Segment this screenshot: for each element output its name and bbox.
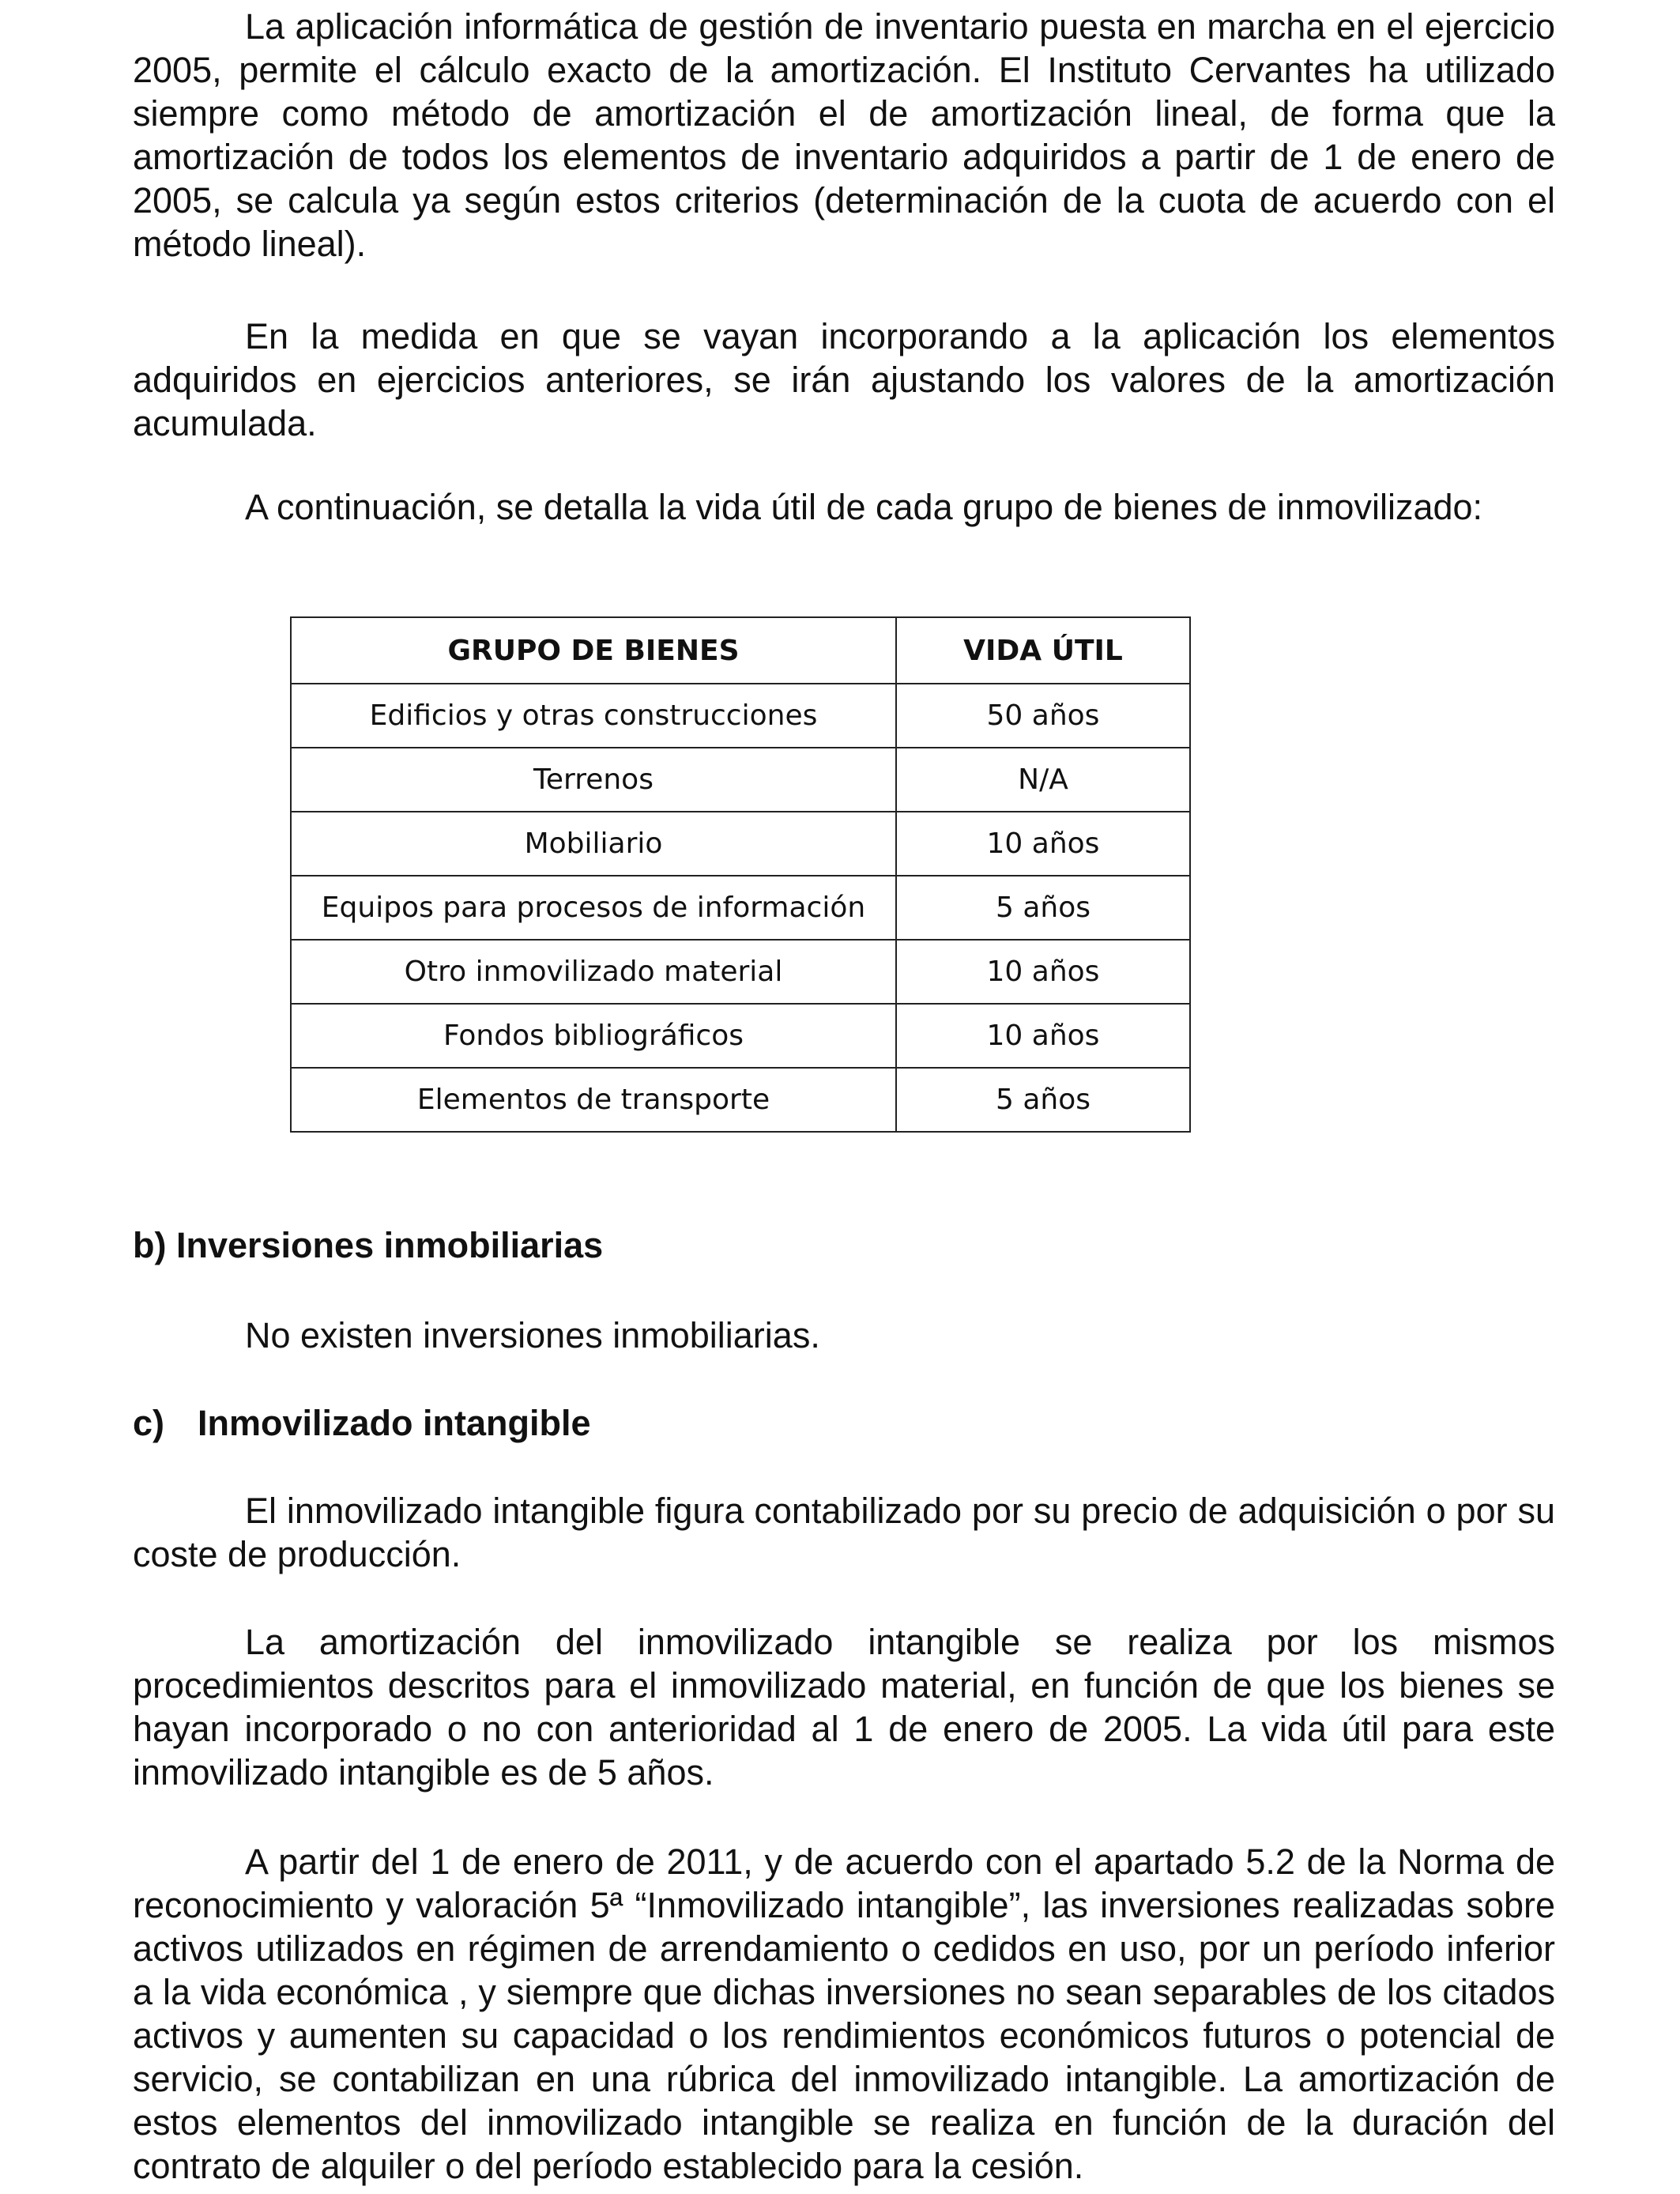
column-header-vida-util: VIDA ÚTIL <box>896 617 1190 684</box>
table-cell-vida-util: 5 años <box>896 876 1190 940</box>
table-row <box>291 1068 1190 1132</box>
table-row <box>291 1004 1190 1068</box>
table-cell-grupo: Fondos bibliográficos <box>291 1004 896 1068</box>
table-cell-vida-util: 5 años <box>896 1068 1190 1132</box>
section-b-text: No existen inversiones inmobiliarias. <box>245 1315 820 1355</box>
column-header-grupo: GRUPO DE BIENES <box>291 617 896 684</box>
table-row <box>291 876 1190 940</box>
paragraph-ejercicios-anteriores: En la medida en que se vayan incorporando a la aplicación los elementos adquiridos en ejercicios anteriores, se irán ajustando los valores de la amortización acumulada. <box>133 316 1555 443</box>
table-header-row <box>291 617 1190 684</box>
section-c-heading <box>133 1401 591 1445</box>
vida-util-table <box>290 616 1191 1133</box>
table-cell-grupo: Otro inmovilizado material <box>291 940 896 1004</box>
table-cell-grupo: Mobiliario <box>291 812 896 876</box>
table-cell-grupo: Equipos para procesos de información <box>291 876 896 940</box>
section-c-title: Inmovilizado intangible <box>198 1403 591 1443</box>
table-cell-vida-util: 50 años <box>896 684 1190 748</box>
paragraph-amortizacion-intangible: La amortización del inmovilizado intangible se realiza por los mismos procedimientos descritos para el inmovilizado material, en función de que los bienes se hayan incorporado o no con anterioridad al 1 de enero de 2005. La vida útil para este inmovilizado intangible es de 5 años. <box>133 1622 1555 1793</box>
table-cell-vida-util: 10 años <box>896 940 1190 1004</box>
paragraph-amortizacion-lineal: La aplicación informática de gestión de inventario puesta en marcha en el ejercicio 2005, permite el cálculo exacto de la amortización. El Instituto Cervantes ha utilizado siempre como método de amortización el de amortización lineal, de forma que la amortización de todos los elementos de inventario adquiridos a partir de 1 de enero de 2005, se calcula ya según estos criterios (determinación de la cuota de acuerdo con el método lineal). <box>133 6 1555 264</box>
table-row <box>291 812 1190 876</box>
paragraph-vida-util-intro: A continuación, se detalla la vida útil de cada grupo de bienes de inmovilizado: <box>245 487 1483 527</box>
section-b-heading: b) Inversiones inmobiliarias <box>133 1225 604 1265</box>
table-cell-grupo: Edificios y otras construcciones <box>291 684 896 748</box>
table-cell-vida-util: 10 años <box>896 812 1190 876</box>
table-row <box>291 940 1190 1004</box>
table-cell-grupo: Elementos de transporte <box>291 1068 896 1132</box>
table-cell-vida-util: 10 años <box>896 1004 1190 1068</box>
paragraph-precio-adquisicion: El inmovilizado intangible figura contabilizado por su precio de adquisición o por su coste de producción. <box>133 1491 1555 1574</box>
table-row <box>291 748 1190 812</box>
paragraph-norma-5-2: A partir del 1 de enero de 2011, y de acuerdo con el apartado 5.2 de la Norma de reconocimiento y valoración 5ª “Inmovilizado intangible”, las inversiones realizadas sobre activos utilizados en régimen de arrendamiento o cedidos en uso, por un período inferior a la vida económica , y siempre que dichas inversiones no sean separables de los citados activos y aumenten su capacidad o los rendimientos económicos futuros o potencial de servicio, se contabilizan en una rúbrica del inmovilizado intangible. La amortización de estos elementos del inmovilizado intangible se realiza en función de la duración del contrato de alquiler o del período establecido para la cesión. <box>133 1842 1555 2186</box>
table-cell-grupo: Terrenos <box>291 748 896 812</box>
table-row <box>291 684 1190 748</box>
section-c-label: c) <box>133 1403 165 1443</box>
table-cell-vida-util: N/A <box>896 748 1190 812</box>
